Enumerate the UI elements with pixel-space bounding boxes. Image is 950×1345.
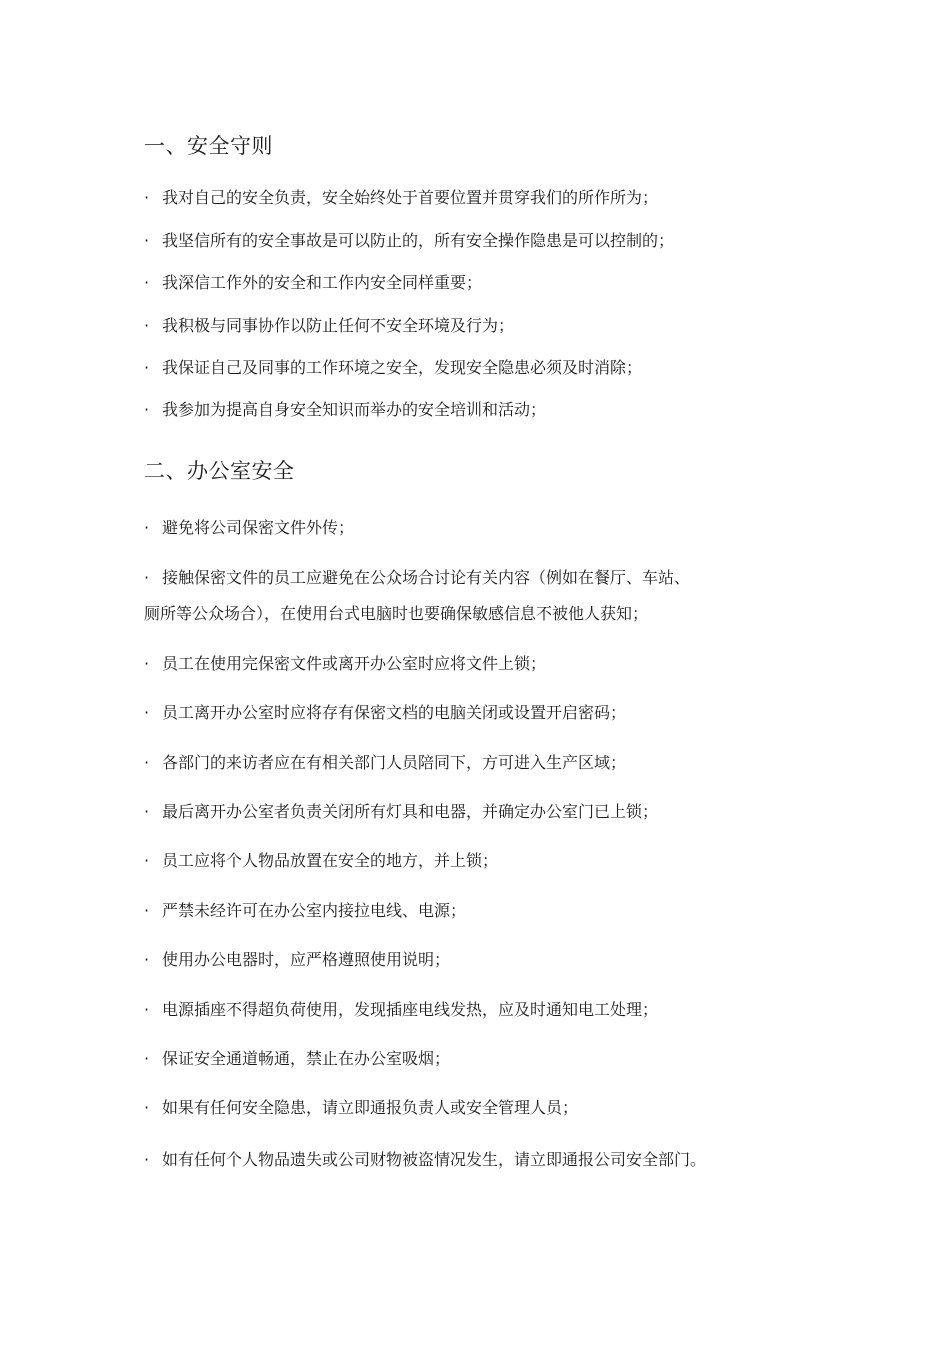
bullet: · <box>144 802 150 821</box>
list-item <box>144 570 690 586</box>
list-item <box>144 275 482 291</box>
list-item <box>144 1100 578 1116</box>
list-item <box>144 853 498 869</box>
list-item <box>144 190 658 206</box>
list-item <box>144 656 546 672</box>
list-item-text: 我积极与同事协作以防止任何不安全环境及行为； <box>162 316 515 335</box>
section-2-title: 二、办公室安全 <box>144 459 295 483</box>
list-item-text: 我对自己的安全负责，安全始终处于首要位置并贯穿我们的所作所为； <box>162 188 659 207</box>
list-item <box>144 1051 450 1067</box>
bullet: · <box>144 400 150 419</box>
bullet: · <box>144 654 150 673</box>
list-item-text: 使用办公电器时，应严格遵照使用说明； <box>162 950 451 969</box>
list-item-continuation: 厕所等公众场合），在使用台式电脑时也要确保敏感信息不被他人获知； <box>144 604 649 623</box>
list-item-text: 电源插座不得超负荷使用，发现插座电线发热，应及时通知电工处理； <box>162 1000 659 1019</box>
list-item-text: 我保证自己及同事的工作环境之安全，发现安全隐患必须及时消除； <box>162 358 643 377</box>
bullet: · <box>144 518 150 537</box>
list-item <box>144 402 546 418</box>
bullet: · <box>144 753 150 772</box>
bullet: · <box>144 950 150 969</box>
list-item <box>144 903 466 919</box>
list-item <box>144 804 658 820</box>
bullet: · <box>144 703 150 722</box>
list-item <box>144 520 354 536</box>
bullet: · <box>144 901 150 920</box>
bullet: · <box>144 851 150 870</box>
list-item-text: 严禁未经许可在办公室内接拉电线、电源； <box>162 901 467 920</box>
list-item-text: 我深信工作外的安全和工作内安全同样重要； <box>162 273 483 292</box>
list-item-text: 接触保密文件的员工应避免在公众场合讨论有关内容（例如在餐厅、车站、 <box>162 568 691 587</box>
list-item-text: 如有任何个人物品遗失或公司财物被盗情况发生，请立即通报公司安全部门。 <box>162 1150 707 1169</box>
bullet: · <box>144 568 150 587</box>
list-item-text: 员工在使用完保密文件或离开办公室时应将文件上锁； <box>162 654 547 673</box>
list-item-text: 各部门的来访者应在有相关部门人员陪同下，方可进入生产区域； <box>162 753 627 772</box>
list-item-text: 员工离开办公室时应将存有保密文档的电脑关闭或设置开启密码； <box>162 703 627 722</box>
list-item-text: 避免将公司保密文件外传； <box>162 518 355 537</box>
list-item <box>144 1002 658 1018</box>
bullet: · <box>144 231 150 250</box>
list-item <box>144 952 450 968</box>
list-item <box>144 233 674 249</box>
list-item-text: 员工应将个人物品放置在安全的地方，并上锁； <box>162 851 499 870</box>
list-item <box>144 1152 706 1168</box>
bullet: · <box>144 1000 150 1019</box>
bullet: · <box>144 1150 150 1169</box>
bullet: · <box>144 358 150 377</box>
bullet: · <box>144 1049 150 1068</box>
list-item-text: 最后离开办公室者负责关闭所有灯具和电器，并确定办公室门已上锁； <box>162 802 659 821</box>
section-1-title: 一、安全守则 <box>144 134 273 158</box>
list-item <box>144 318 514 334</box>
list-item-text: 我坚信所有的安全事故是可以防止的，所有安全操作隐患是可以控制的； <box>162 231 675 250</box>
bullet: · <box>144 273 150 292</box>
list-item <box>144 360 642 376</box>
list-item <box>144 755 626 771</box>
list-item <box>144 705 626 721</box>
list-item-text: 我参加为提高自身安全知识而举办的安全培训和活动； <box>162 400 547 419</box>
list-item-text: 保证安全通道畅通，禁止在办公室吸烟； <box>162 1049 451 1068</box>
list-item-text: 如果有任何安全隐患，请立即通报负责人或安全管理人员； <box>162 1098 579 1117</box>
bullet: · <box>144 1098 150 1117</box>
bullet: · <box>144 188 150 207</box>
bullet: · <box>144 316 150 335</box>
